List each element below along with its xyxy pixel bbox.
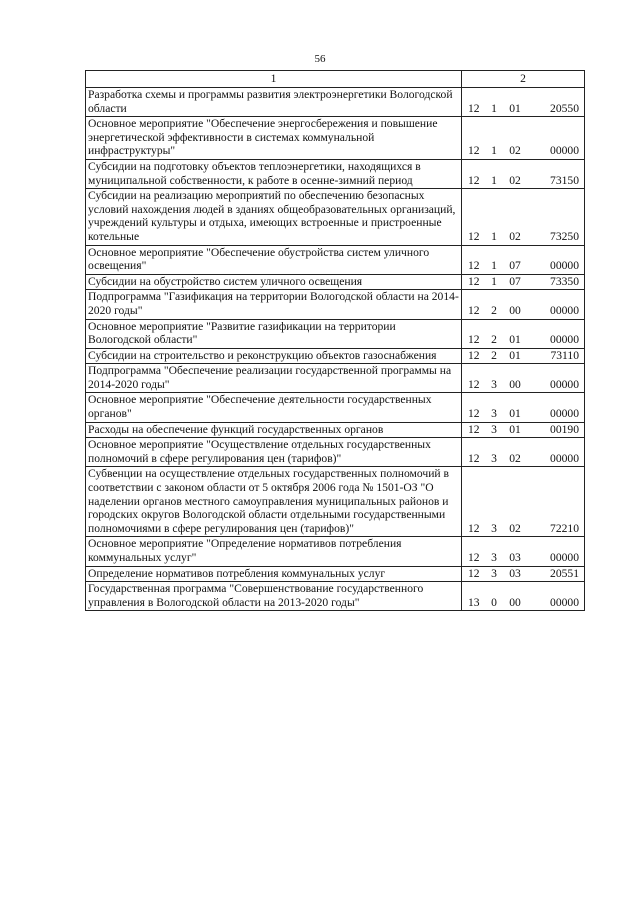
- code-program: 12: [468, 566, 480, 580]
- row-code: [462, 467, 585, 537]
- code-direction: 00000: [550, 144, 579, 158]
- code-program: 12: [468, 173, 480, 187]
- code-direction: 00000: [550, 259, 579, 273]
- row-code: [462, 364, 585, 393]
- header-col-1: 1: [86, 71, 462, 88]
- code-direction: 72210: [550, 521, 579, 535]
- row-description: Расходы на обеспечение функций государственных органов: [86, 422, 462, 438]
- code-activity: 07: [509, 259, 521, 273]
- code-direction: 73250: [550, 229, 579, 243]
- table-row: [86, 159, 585, 188]
- row-code: [462, 566, 585, 582]
- table-row: [86, 422, 585, 438]
- table-row: [86, 438, 585, 467]
- row-code: [462, 582, 585, 611]
- code-program: 12: [468, 259, 480, 273]
- row-description: Субсидии на реализацию мероприятий по обеспечению безопасных условий нахождения людей в зданиях общеобразовательных организаций, учреждений культуры и отдыха, имеющих встроенные и пристроенные котельные: [86, 189, 462, 245]
- code-activity: 02: [509, 521, 521, 535]
- row-code: [462, 319, 585, 348]
- code-subprogram: 3: [491, 422, 497, 436]
- row-code: [462, 438, 585, 467]
- row-description: Субвенции на осуществление отдельных государственных полномочий в соответствии с законом области от 5 октября 2006 года № 1501-ОЗ "О наделении органов местного самоуправления муниципальных районов и городских округов Вологодской области отдельными государственными полномочиями в сфере регулирования цен (тарифов)": [86, 467, 462, 537]
- code-program: 12: [468, 303, 480, 317]
- table-row: [86, 290, 585, 319]
- code-subprogram: 1: [491, 173, 497, 187]
- table-row: [86, 566, 585, 582]
- table-row: [86, 582, 585, 611]
- code-activity: 00: [509, 595, 521, 609]
- code-program: 12: [468, 144, 480, 158]
- code-activity: 00: [509, 377, 521, 391]
- code-subprogram: 3: [491, 407, 497, 421]
- code-direction: 00000: [550, 451, 579, 465]
- code-direction: 00000: [550, 303, 579, 317]
- row-code: [462, 274, 585, 290]
- row-description: Основное мероприятие "Обеспечение деятельности государственных органов": [86, 393, 462, 422]
- code-activity: 01: [509, 422, 521, 436]
- code-program: 12: [468, 451, 480, 465]
- row-code: [462, 348, 585, 364]
- code-subprogram: 3: [491, 566, 497, 580]
- row-description: Подпрограмма "Газификация на территории Вологодской области на 2014-2020 годы": [86, 290, 462, 319]
- code-program: 12: [468, 422, 480, 436]
- code-subprogram: 1: [491, 259, 497, 273]
- table-row: [86, 348, 585, 364]
- budget-classification-table: [85, 70, 585, 611]
- code-subprogram: 3: [491, 377, 497, 391]
- table-row: [86, 245, 585, 274]
- code-activity: 01: [509, 101, 521, 115]
- code-subprogram: 3: [491, 551, 497, 564]
- code-subprogram: 2: [491, 303, 497, 317]
- code-activity: 02: [509, 229, 521, 243]
- table-row: [86, 467, 585, 537]
- table-row: [86, 537, 585, 566]
- row-code: [462, 159, 585, 188]
- row-code: [462, 393, 585, 422]
- table-row: [86, 189, 585, 245]
- code-program: 12: [468, 333, 480, 347]
- row-code: [462, 88, 585, 117]
- row-description: Основное мероприятие "Осуществление отдельных государственных полномочий в сфере регулирования цен (тарифов)": [86, 438, 462, 467]
- code-subprogram: 1: [491, 144, 497, 158]
- code-direction: 73110: [550, 348, 579, 362]
- table-row: [86, 319, 585, 348]
- table-row: [86, 393, 585, 422]
- code-program: 12: [468, 101, 480, 115]
- row-description: Субсидии на строительство и реконструкцию объектов газоснабжения: [86, 348, 462, 364]
- code-subprogram: 3: [491, 451, 497, 465]
- row-description: Основное мероприятие "Развитие газификации на территории Вологодской области": [86, 319, 462, 348]
- code-activity: 00: [509, 303, 521, 317]
- row-description: Основное мероприятие "Обеспечение энергосбережения и повышение энергетической эффективности в системах коммунальной инфраструктуры": [86, 117, 462, 160]
- table-row: [86, 364, 585, 393]
- code-activity: 03: [509, 551, 521, 564]
- row-code: [462, 245, 585, 274]
- row-code: [462, 117, 585, 160]
- code-subprogram: 1: [491, 229, 497, 243]
- code-activity: 01: [509, 333, 521, 347]
- row-code: [462, 290, 585, 319]
- page-number: 56: [314, 53, 326, 65]
- row-description: Государственная программа "Совершенствование государственного управления в Вологодской области на 2013-2020 годы": [86, 582, 462, 611]
- row-code: [462, 189, 585, 245]
- code-activity: 02: [509, 144, 521, 158]
- row-description: Субсидии на обустройство систем уличного освещения: [86, 274, 462, 290]
- code-direction: 00000: [550, 333, 579, 347]
- code-subprogram: 2: [491, 333, 497, 347]
- code-direction: 73150: [550, 173, 579, 187]
- code-program: 12: [468, 274, 480, 288]
- code-direction: 00000: [550, 377, 579, 391]
- code-program: 12: [468, 407, 480, 421]
- row-description: Основное мероприятие "Обеспечение обустройства систем уличного освещения": [86, 245, 462, 274]
- table-row: [86, 117, 585, 160]
- code-direction: 20550: [550, 101, 579, 115]
- code-direction: 00000: [550, 551, 579, 564]
- code-activity: 02: [509, 173, 521, 187]
- code-direction: 00000: [550, 407, 579, 421]
- row-description: Разработка схемы и программы развития электроэнергетики Вологодской области: [86, 88, 462, 117]
- row-code: [462, 422, 585, 438]
- table-header-row: [86, 71, 585, 88]
- row-description: Субсидии на подготовку объектов теплоэнергетики, находящихся в муниципальной собственности, к работе в осенне-зимний период: [86, 159, 462, 188]
- code-activity: 01: [509, 407, 521, 421]
- code-program: 12: [468, 377, 480, 391]
- code-direction: 73350: [550, 274, 579, 288]
- header-col-2: 2: [462, 71, 585, 88]
- code-subprogram: 1: [491, 101, 497, 115]
- code-program: 12: [468, 348, 480, 362]
- row-description: Подпрограмма "Обеспечение реализации государственной программы на 2014-2020 годы": [86, 364, 462, 393]
- code-subprogram: 0: [491, 595, 497, 609]
- table-row: [86, 88, 585, 117]
- code-activity: 07: [509, 274, 521, 288]
- code-program: 12: [468, 551, 480, 564]
- code-subprogram: 3: [491, 521, 497, 535]
- row-description: Определение нормативов потребления коммунальных услуг: [86, 566, 462, 582]
- code-activity: 03: [509, 566, 521, 580]
- code-direction: 00190: [550, 422, 579, 436]
- code-activity: 01: [509, 348, 521, 362]
- code-direction: 20551: [550, 566, 579, 580]
- code-program: 12: [468, 521, 480, 535]
- code-program: 12: [468, 229, 480, 243]
- row-description: Основное мероприятие "Определение нормативов потребления коммунальных услуг": [86, 537, 462, 566]
- code-program: 13: [468, 595, 480, 609]
- code-activity: 02: [509, 451, 521, 465]
- code-direction: 00000: [550, 595, 579, 609]
- table-row: [86, 274, 585, 290]
- code-subprogram: 2: [491, 348, 497, 362]
- row-code: [462, 537, 585, 566]
- code-subprogram: 1: [491, 274, 497, 288]
